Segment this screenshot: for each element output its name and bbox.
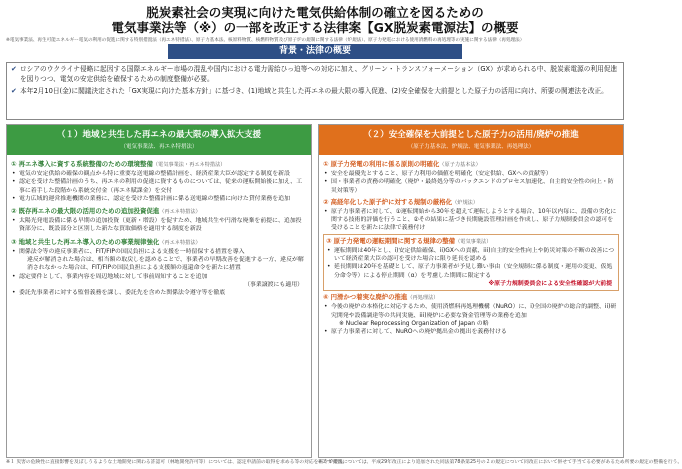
list-item: • 原子力事業者に対して、①運転開始から30年を超えて運転しようとする場合、10年以内毎に、設備の劣化に関する技術的評価を行うこと、②その結果に基づき長期施設管理計画を作成し、原子力規制委員会の認可を受けることを新たに法律で義務付け [324,208,617,232]
list-item: • 安全を最優先とすること、原子力利用の価値を明確化（安定供給、GXへの貢献等） [324,171,552,177]
list-item: • 委託先事業者に対する監督義務を課し、委託先を含めた関係法令遵守等を徹底 [12,290,226,297]
right-section-1-title: ① 原子力発電の利用に係る原則の明確化（原子力基本法） [323,160,481,168]
list-item: • 認定要件として、事業内容を周辺地域に対して事前周知することを追加 [12,273,208,280]
background-box [6,62,624,120]
check-icon: ✔ [11,87,17,96]
list-item-detail: 違反が解消された場合は、相当額の取戻しを認めることで、事業者の早期改善を促進する一方、違反が解消されなかった場合は、FIT/FIPの国民負担による支援額の返還命令を新たに措置 [27,257,304,272]
left-column-header [7,125,311,155]
list-item: • 電力広域的運営推進機関の業務に、認定を受けた整備計画に係る送電線の整備に向けた貸付業務を追加 [12,195,290,202]
title-line-2: 電気事業法等（※）の一部を改正する法律案【GX脱炭素電源法】の概要 [111,20,519,35]
title-line-1: 脱炭素社会の実現に向けた電気供給体制の確立を図るための [146,5,484,20]
operation-period-box [323,234,619,291]
left-subheading: （電気事業法、再エネ特措法） [120,144,198,150]
left-section-3-title: ③ 地域と共生した再エネ導入のための事業規律強化（再エネ特措法） [11,237,201,246]
list-item: • 認定を受けた整備計画のうち、再エネの利用の促進に資するものについては、従来の運転開始後に加え、工事に着手した段階から系統交付金（再エネ賦課金）を交付 [12,179,302,194]
right-subheading: （原子力基本法、炉規法、電気事業法、再処理法） [407,144,535,150]
background-row-2: ✔ 本年2月10日(金)に閣議決定された「GX実現に向けた基本方針」に基づき、(1)地域と共生した再エネの最大限の導入促進、(2)安全確保を大前提とした原子力の活用に向け、所要の関連法を改正。 [11,87,608,96]
list-item: • 関係法令等の違反事業者に、FIT/FIPの国民負担による支援を一時留保する措置を導入 [12,248,245,255]
background-row-1: ✔ ロシアのウクライナ侵略に起因する国際エネルギー市場の混乱や国内における電力需給ひっ迫等への対応に加え、グリーン・トランスフォーメーション（GX）が求められる中、脱炭素電源の利用促進を図りつつ、電気の安定供給を確保するための制度整備が必要。 [11,65,618,83]
list-item: • 今後の廃炉の本格化に対応するため、使用済燃料再処理機構（NuRO）に、i)全国の廃炉の総合的調整、ii)研究開発や設備調達等の共同実施、iii)廃炉に必要な資金管理等の業務を追加 [324,304,617,319]
right-column [318,124,624,458]
left-section-1-title: ① 再エネ導入に資する系統整備のための環境整備（電気事業法・再エネ特措法） [11,160,226,168]
left-heading: （１）地域と共生した再エネの最大限の導入拡大支援 [56,130,261,140]
left-column [6,124,312,458]
list-item-detail: ※ Nuclear Reprocessing Organization of Japan の略 [339,320,489,327]
list-item: • 運転期間は40年とし、i)安定供給確保、ii)GXへの貢献、iii)自主的安全性向上や防災対策の不断の改善について経済産業大臣の認可を受けた場合に限り延長を認める [327,247,615,263]
list-item: • 電気の安定供給の確保の観点から特に重要な送電線の整備計画を、経済産業大臣が認定する制度を新設 [12,171,290,177]
list-item: • 国・事業者の責務の明確化（廃炉・最終処分等のバックエンドのプロセス加速化、自主的安全性の向上・防災対策等） [324,179,614,194]
right-heading: （２）安全確保を大前提とした原子力の活用/廃炉の推進 [363,130,579,140]
list-item: • 延長期間は20年を基礎として、原子力事業者が予見し難い事由（安全規制に係る制度・運用の変更、仮処分命令等）による停止期間（α）を考慮した期間に限定する [327,264,613,279]
list-item: • 太陽光発電設備に係る早期の追加投資（更新・増設）を促すため、地域共生や円滑な廃棄を前提に、追加投資部分に、既設部分と区別した新たな買取価格を適用する制度を新設 [12,218,302,233]
law-list-note: ※電気事業法、再生可能エネルギー電気の利用の促進に関する特別措置法（再エネ特措法）、原子力基本法、核原料物質、核燃料物質及び原子炉の規制に関する法律（炉規法）、原子力発電における使用済燃料の再処理等の実施に関する法律（再処理法） [6,38,525,43]
footnote-right: ※２ 炉規法については、平成29年改正により追加された同法第78条第25号の２の規定について同改正において併せて手当てる必要があるため所要の規定の整備を行う。 [318,460,682,465]
list-item-detail: （事業譲渡にも適用） [244,281,303,288]
footnote-left: ※１ 災害の危険性に直接影響を及ぼしうるような土地開発に関わる許認可（林地開発許可等）については、認定申請前の取得を求める等の対応を省令で措置。 [6,460,348,465]
safety-alert: ※原子力規制委員会による安全性確認が大前提 [488,280,612,287]
list-item: • 原子力事業者に対して、NuROへの廃炉拠出金の拠出を義務付ける [324,329,507,336]
background-header: 背景・法律の概要 [168,44,462,59]
right-section-2-title: ② 高経年化した原子炉に対する規制の厳格化（炉規法） [323,197,479,206]
check-icon: ✔ [11,65,17,73]
left-section-2-title: ② 既存再エネの最大限の活用のための追加投資促進（再エネ特措法） [11,207,201,216]
right-section-4-title: ④ 円滑かつ着実な廃炉の推進（再処理法） [323,293,439,302]
right-section-3-title: ③ 原子力発電の運転期間に関する規律の整備（電気事業法） [326,236,492,245]
right-column-header [319,125,623,155]
